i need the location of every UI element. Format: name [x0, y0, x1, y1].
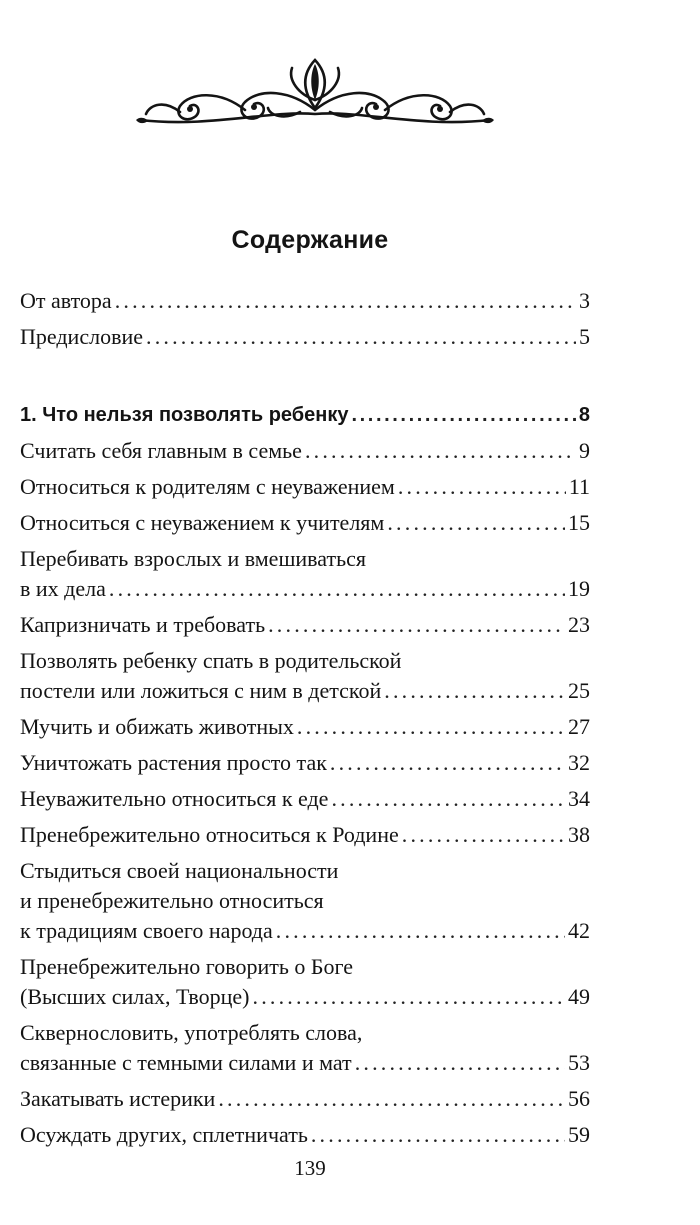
toc-entry-title: Сквернословить, употреблять слова,: [20, 1020, 363, 1045]
dot-leader: [330, 748, 565, 778]
toc-entry-line: [20, 982, 590, 1012]
toc-entry-line: [20, 574, 590, 604]
toc-entry: [20, 856, 590, 946]
dot-leader: [311, 1120, 565, 1150]
toc-entry-title: Пренебрежительно говорить о Боге: [20, 954, 354, 979]
table-of-contents: [20, 286, 590, 1150]
toc-entry: [20, 610, 590, 640]
dot-leader: [402, 820, 565, 850]
toc-entry: [20, 820, 590, 850]
toc-entry-title: 1. Что нельзя позволять ребенку: [20, 404, 349, 426]
toc-entry-title: Неуважительно относиться к еде: [20, 786, 329, 811]
toc-entry-page: 19: [568, 576, 590, 601]
toc-entry-page: 53: [568, 1050, 590, 1075]
toc-entry-page: 27: [568, 714, 590, 739]
toc-entry-line: [20, 712, 590, 742]
toc-entry-line: [20, 676, 590, 706]
toc-entry: [20, 1120, 590, 1150]
toc-entry: [20, 1084, 590, 1114]
toc-entry-line: [20, 748, 590, 778]
toc-entry-page: 11: [568, 474, 590, 499]
toc-entry-title: Закатывать истерики: [20, 1086, 216, 1111]
dot-leader: [218, 1084, 565, 1114]
toc-entry: [20, 544, 590, 604]
toc-entry-title: Относиться к родителям с неуважением: [20, 474, 395, 499]
toc-entry: [20, 646, 590, 706]
toc-entry-line: [20, 286, 590, 316]
toc-entry-line: [20, 610, 590, 640]
toc-entry-title: в их дела: [20, 576, 106, 601]
toc-entry: [20, 952, 590, 1012]
toc-entry-page: 25: [568, 678, 590, 703]
toc-entry-title: Относиться с неуважением к учителям: [20, 510, 385, 535]
dot-leader: [276, 916, 565, 946]
toc-entry-title: Пренебрежительно относиться к Родине: [20, 822, 399, 847]
toc-entry-page: 8: [578, 404, 590, 426]
toc-entry-page: 49: [568, 984, 590, 1009]
toc-entry-page: 34: [568, 786, 590, 811]
toc-entry: [20, 436, 590, 466]
toc-entry: [20, 508, 590, 538]
toc-entry-title: связанные с темными силами и мат: [20, 1050, 352, 1075]
toc-entry-page: 23: [568, 612, 590, 637]
dot-leader: [109, 574, 565, 604]
dot-leader: [305, 436, 576, 466]
toc-entry-line: [20, 820, 590, 850]
toc-entry-line: [20, 322, 590, 352]
toc-entry-title: Уничтожать растения просто так: [20, 750, 327, 775]
toc-entry-page: 3: [579, 288, 590, 313]
toc-entry-line: [20, 508, 590, 538]
page-number: 139: [294, 1156, 326, 1180]
dot-leader: [297, 712, 565, 742]
dot-leader: [384, 676, 565, 706]
toc-entry-page: 38: [568, 822, 590, 847]
dot-leader: [355, 1048, 565, 1078]
toc-entry-title: постели или ложиться с ним в детской: [20, 678, 382, 703]
toc-entry-line: [20, 1120, 590, 1150]
dot-leader: [253, 982, 566, 1012]
floral-scroll-ornament-icon: [120, 50, 510, 140]
toc-entry-line: [20, 400, 590, 430]
toc-entry-title: и пренебрежительно относиться: [20, 888, 324, 913]
toc-entry: [20, 748, 590, 778]
toc-entry-line: [20, 1084, 590, 1114]
toc-entry: [20, 322, 590, 352]
dot-leader: [351, 400, 575, 430]
toc-entry-page: 5: [579, 324, 590, 349]
toc-entry: [20, 286, 590, 316]
toc-entry-line: [20, 472, 590, 502]
toc-entry-title: От автора: [20, 288, 112, 313]
toc-entry-page: 56: [568, 1086, 590, 1111]
toc-entry-page: 59: [568, 1122, 590, 1147]
toc-entry-title: Капризничать и требовать: [20, 612, 266, 637]
toc-entry: [20, 784, 590, 814]
toc-entry-title: Позволять ребенку спать в родительской: [20, 648, 402, 673]
toc-entry-title: Стыдиться своей национальности: [20, 858, 339, 883]
toc-entry-title: к традициям своего народа: [20, 918, 273, 943]
toc-entry: [20, 472, 590, 502]
toc-entry-title: Перебивать взрослых и вмешиваться: [20, 546, 366, 571]
dot-leader: [398, 472, 566, 502]
toc-entry-page: 32: [568, 750, 590, 775]
toc-entry-title: Предисловие: [20, 324, 143, 349]
page-title: Содержание: [231, 226, 389, 254]
toc-entry: [20, 1018, 590, 1078]
toc-entry-page: 9: [579, 438, 590, 463]
dot-leader: [268, 610, 565, 640]
toc-entry-line: [20, 436, 590, 466]
toc-entry-title: Осуждать других, сплетничать: [20, 1122, 308, 1147]
toc-entry-line: [20, 916, 590, 946]
dot-leader: [115, 286, 576, 316]
toc-entry-page: 42: [568, 918, 590, 943]
toc-entry: [20, 400, 590, 430]
toc-entry-line: [20, 784, 590, 814]
toc-entry-line: [20, 1048, 590, 1078]
dot-leader: [387, 508, 565, 538]
toc-entry-page: 15: [568, 510, 590, 535]
toc-entry: [20, 712, 590, 742]
toc-entry-title: Мучить и обижать животных: [20, 714, 294, 739]
toc-entry-title: (Высших силах, Творце): [20, 984, 250, 1009]
dot-leader: [146, 322, 576, 352]
toc-entry-title: Считать себя главным в семье: [20, 438, 302, 463]
dot-leader: [331, 784, 565, 814]
